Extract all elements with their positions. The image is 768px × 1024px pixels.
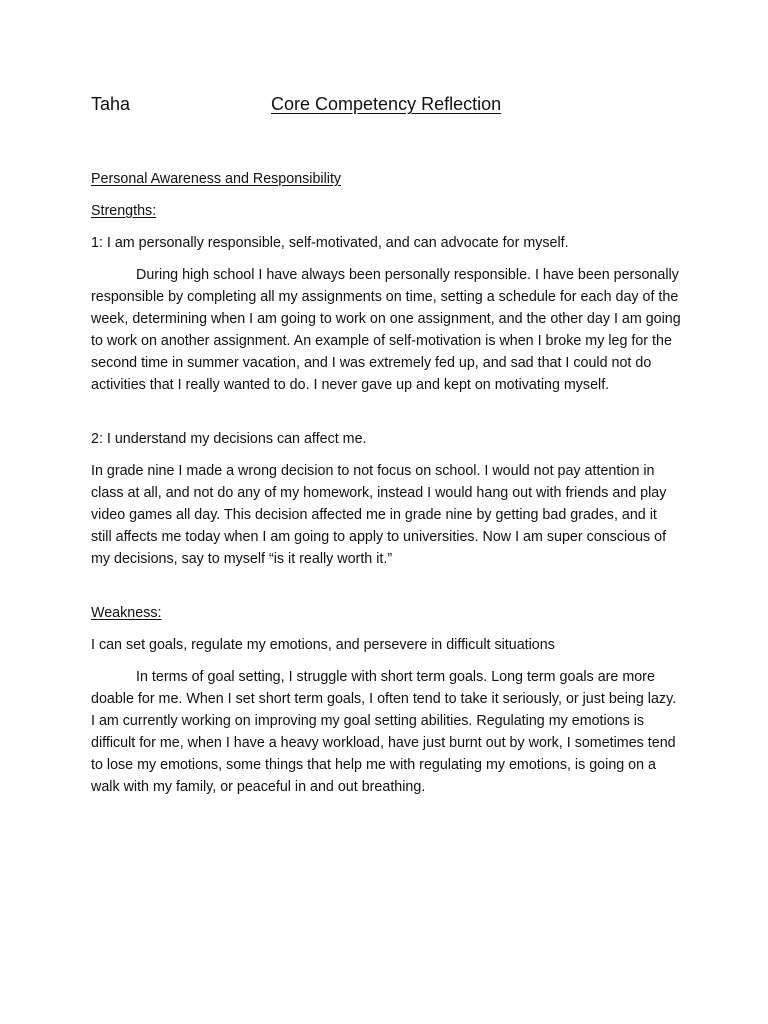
document-title: Core Competency Reflection bbox=[271, 94, 502, 114]
document-body bbox=[91, 168, 681, 808]
strengths-label: Strengths: bbox=[91, 203, 157, 219]
strength-1-paragraph: During high school I have always been personally responsible. I have been personally responsible by completing all my assignments on time, setting a schedule for each day of the week, determining when I am going to work on one assignment, and the other day I am going to work on another assignment. An example of self-motivation is when I broke my leg for the second time in summer vacation, and I was extremely fed up, and sad that I could not do activities that I really wanted to do. I never gave up and kept on motivating myself. bbox=[91, 267, 681, 393]
weakness-paragraph: In terms of goal setting, I struggle with short term goals. Long term goals are more doable for me. When I set short term goals, I often tend to take it seriously, or just being lazy. I am currently working on improving my goal setting abilities. Regulating my emotions is difficult for me, when I have a heavy workload, have just burnt out by work, I sometimes tend to lose my emotions, some things that help me with regulating my emotions, is going on a walk with my family, or peaceful in and out breathing. bbox=[91, 669, 677, 795]
strength-1-label: 1: I am personally responsible, self-motivated, and can advocate for myself. bbox=[91, 235, 569, 251]
section-heading: Personal Awareness and Responsibility bbox=[91, 171, 342, 187]
spacer bbox=[91, 406, 681, 428]
document-header bbox=[91, 94, 677, 120]
weakness-label-text: I can set goals, regulate my emotions, and persevere in difficult situations bbox=[91, 637, 555, 653]
author-name: Taha bbox=[91, 94, 131, 114]
weakness-label: Weakness: bbox=[91, 605, 162, 621]
strength-2-paragraph: In grade nine I made a wrong decision to not focus on school. I would not pay attention in class at all, and not do any of my homework, instead I would hang out with friends and play video games all day. This decision affected me in grade nine by getting bad grades, and it still affects me today when I am going to apply to universities. Now I am super conscious of my decisions, say to myself “is it really worth it.” bbox=[91, 463, 667, 567]
strength-2-label: 2: I understand my decisions can affect me. bbox=[91, 431, 367, 447]
spacer bbox=[91, 580, 681, 602]
